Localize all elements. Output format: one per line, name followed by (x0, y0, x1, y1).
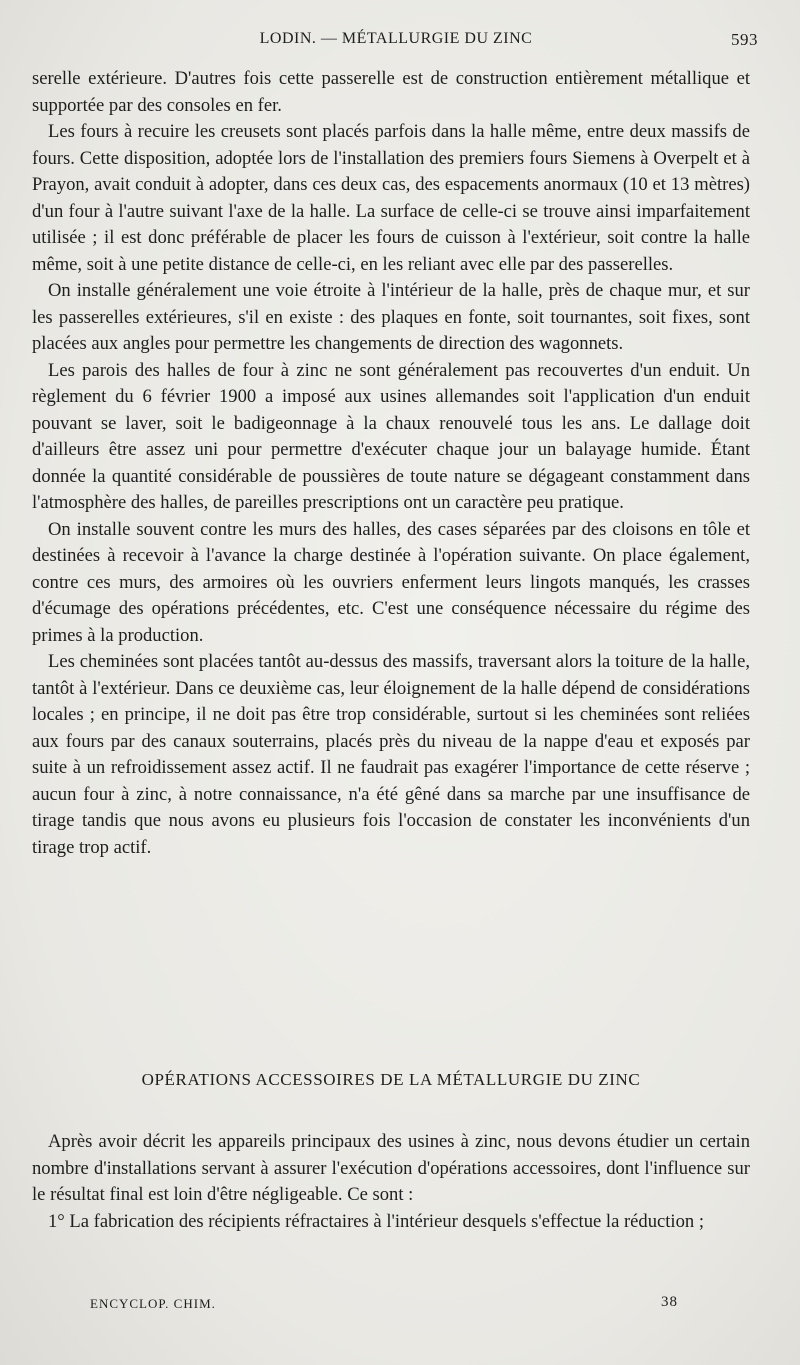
running-title: LODIN. — MÉTALLURGIE DU ZINC (259, 30, 533, 47)
paragraph-chimneys: Les cheminées sont placées tantôt au-dessus des massifs, traversant alors la toiture de la halle, tantôt à l'extérieur. Dans ce deuxième cas, leur éloignement de la halle dépend de considérations locales ; en principe, il ne doit pas être trop considérable, surtout si les cheminées sont reliées aux fours par des canaux souterrains, placés près du niveau de la nappe d'eau et exposés par suite à un refroidissement assez actif. Il ne faudrait pas exagérer l'importance de cette réserve ; aucun four à zinc, à notre connaissance, n'a été gêné dans sa marche par une insuffisance de tirage tandis que nous avons eu plusieurs fois l'occasion de constater les inconvénients d'un tirage trop actif. (32, 651, 750, 858)
paragraph-continuation: serelle extérieure. D'autres fois cette passerelle est de construction entièrement métallique et supportée par des consoles en fer. (32, 68, 750, 116)
paragraph-section-intro: Après avoir décrit les appareils principaux des usines à zinc, nous devons étudier un certain nombre d'installations servant à assurer l'exécution d'opérations accessoires, dont l'influence sur le résultat final est loin d'être négligeable. Ce sont : (32, 1131, 750, 1205)
page-header (32, 30, 760, 54)
body-text (32, 66, 750, 861)
paragraph-annealing-furnaces: Les fours à recuire les creusets sont placés parfois dans la halle même, entre deux massifs de fours. Cette disposition, adoptée lors de l'installation des premiers fours Siemens à Overpelt et à Prayon, avait conduit à adopter, dans ces deux cas, des espacements anormaux (10 et 13 mètres) d'un four à l'autre suivant l'axe de la halle. La surface de celle-ci se trouve ainsi imparfaitement utilisée ; il est donc préférable de placer les fours de cuisson à l'extérieur, soit contre la halle même, soit à une petite distance de celle-ci, en les reliant avec elle par des passerelles. (32, 121, 750, 275)
signature-number: 38 (661, 1294, 678, 1310)
paragraph-wall-coating: Les parois des halles de four à zinc ne sont généralement pas recouvertes d'un enduit. Un règlement du 6 février 1900 a imposé aux usines allemandes soit l'application d'un enduit pouvant se laver, soit le badigeonnage à la chaux renouvelé tous les ans. Le dallage doit d'ailleurs être assez uni pour permettre d'exécuter chaque jour un balayage humide. Étant donnée la quantité considérable de poussières de toute nature se dégageant constamment dans l'atmosphère des halles, de pareilles prescriptions ont un caractère peu pratique. (32, 359, 750, 513)
paragraph-narrow-track: On installe généralement une voie étroite à l'intérieur de la halle, près de chaque mur, et sur les passerelles extérieures, s'il en existe : des plaques en fonte, soit tournantes, soit fixes, sont placées aux angles pour permettre les changements de direction des wagonnets. (32, 280, 750, 354)
section-title: OPÉRATIONS ACCESSOIRES DE LA MÉTALLURGIE DU ZINC (141, 1070, 641, 1089)
page-number: 593 (731, 30, 758, 49)
section-text (32, 1129, 750, 1235)
paragraph-list-item-1: 1° La fabrication des récipients réfractaires à l'intérieur desquels s'effectue la réduction ; (48, 1210, 705, 1232)
signature-mark: ENCYCLOP. CHIM. (90, 1296, 216, 1311)
page-footer (90, 1296, 678, 1316)
paragraph-storage-bins: On installe souvent contre les murs des halles, des cases séparées par des cloisons en tôle et destinées à recevoir à l'avance la charge destinée à l'opération suivante. On place également, contre ces murs, des armoires où les ouvriers enferment leurs lingots manqués, les crasses d'écumage des opérations précédentes, etc. C'est une conséquence nécessaire du régime des primes à la production. (32, 518, 750, 646)
